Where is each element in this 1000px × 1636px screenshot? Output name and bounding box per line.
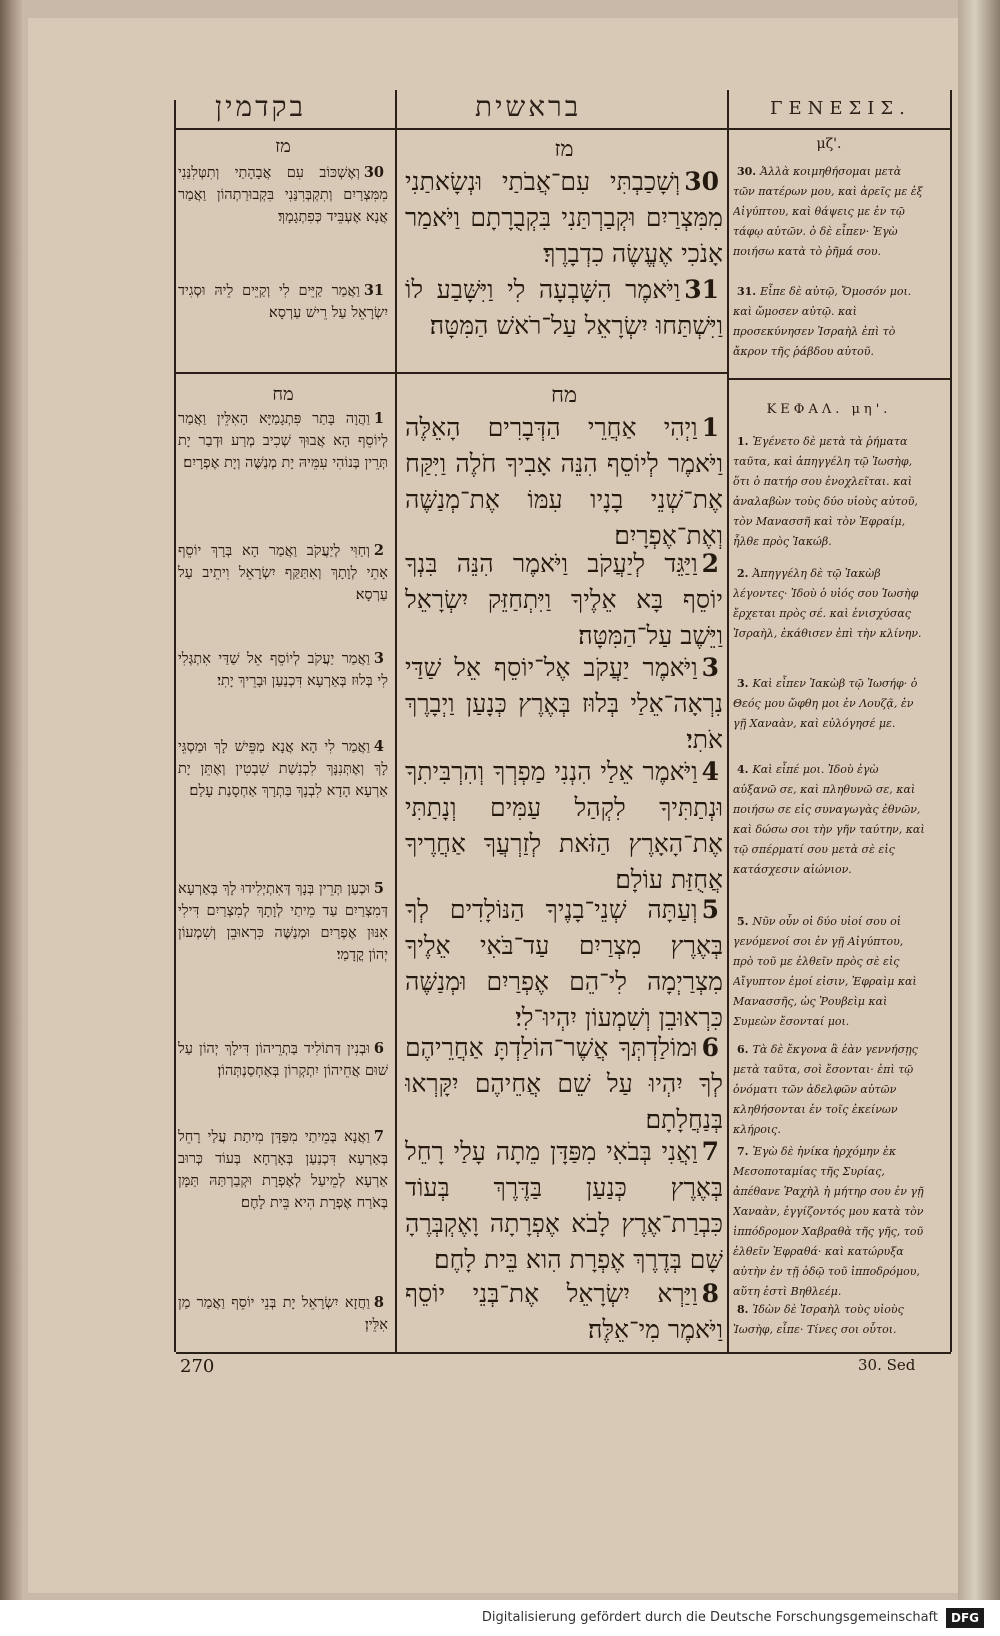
- hebrew-verse-8: 8וַיַּרְא יִשְׂרָאֵל אֶת־בְּנֵי יוֹסֵף וַיֹּאמֶר מִי־אֵלֶּה׃: [405, 1279, 723, 1344]
- hebrew-verse-4: 4וַיֹּאמֶר אֵלַי הִנְנִי מַפְרְךָ וְהִרְבִּיתִךָ וּנְתַתִּיךָ לִקְהַל עַמִּים וְנָתַתִּי אֶת־הָאָרֶץ הַזֹּאת לְזַרְעֲךָ אַחֲרֶיךָ אֲחֻזַּת עוֹלָם׃: [405, 757, 723, 894]
- chapter-number-targum-48: מח: [272, 384, 294, 405]
- book-edge: [958, 0, 1000, 1600]
- running-header: [175, 82, 965, 132]
- targum-column: [178, 132, 388, 1350]
- hebrew-title: בראשית: [475, 90, 582, 123]
- digitization-credit: Digitalisierung gefördert durch die Deutsche Forschungsgemeinschaft: [481, 1610, 938, 1625]
- chapter-number-greek-47: μζ'.: [816, 136, 842, 152]
- targum-title: בקדמין: [215, 90, 307, 123]
- catchword: 30. Sed: [858, 1356, 916, 1374]
- hebrew-verse-6: 6וּמוֹלַדְתְּךָ אֲשֶׁר־הוֹלַדְתָּ אַחֲרֵיהֶם לְךָ יִהְיוּ עַל שֵׁם אֲחֵיהֶם יִקָּרְאוּ בְּנַחֲלָתָם׃: [405, 1033, 723, 1134]
- targum-verse-5: 5וּכְעַן תְּרֵין בְּנָךְ דְּאִתְיְלִידוּ לָךְ בְּאַרְעָא דְּמִצְרַיִם עַד מֵיתַי לְוָתָךְ לְמִצְרַיִם דִּילִי אִנּוּן אֶפְרַיִם וּמְנַשֶּׁה כִּרְאוּבֵן וְשִׁמְעוֹן יְהוֹן קֳדָמַי׃: [178, 880, 388, 963]
- greek-verse-8: 8. Ἰδὼν δὲ Ἰσραὴλ τοὺς υἱοὺς Ἰωσὴφ, εἶπε· Τίνες σοι οὗτοι.: [733, 1303, 904, 1336]
- hebrew-verse-31: 31וַיֹּאמֶר הִשָּׁבְעָה לִי וַיִּשָּׁבַע לוֹ וַיִּשְׁתַּחוּ יִשְׂרָאֵל עַל־רֹאשׁ הַמִּטָּה׃: [405, 275, 723, 340]
- greek-verse-30: 30. Ἀλλὰ κοιμηθήσομαι μετὰ τῶν πατέρων μου, καὶ ἀρεῖς με ἐξ Αἰγύπτου, καὶ θάψεις με ἐν τῷ τάφῳ αὐτῶν. ὁ δὲ εἶπεν· Ἐγὼ ποιήσω κατὰ τὸ ῥῆμά σου.: [733, 165, 923, 258]
- targum-verse-6: 6וּבְנִין דְּתוֹלִיד בַּתְרֵיהוֹן דִּילָךְ יְהוֹן עַל שׁוּם אֲחֵיהוֹן יִתְקְרוֹן בְּאַחְסַנְתְּהוֹן׃: [178, 1040, 388, 1079]
- targum-verse-8: 8וַחֲזָא יִשְׂרָאֵל יָת בְּנֵי יוֹסֵף וַאֲמַר מַן אִלֵּין׃: [178, 1294, 388, 1333]
- hebrew-verse-2: 2וַיַּגֵּד לְיַעֲקֹב וַיֹּאמֶר הִנֵּה בִּנְךָ יוֹסֵף בָּא אֵלֶיךָ וַיִּתְחַזֵּק יִשְׂרָאֵל וַיֵּשֶׁב עַל־הַמִּטָּה׃: [405, 549, 723, 650]
- greek-verse-1: 1. Ἐγένετο δὲ μετὰ τὰ ῥήματα ταῦτα, καὶ ἀπηγγέλη τῷ Ἰωσὴφ, ὅτι ὁ πατήρ σου ἐνοχλεῖται. καὶ ἀναλαβὼν τοὺς δύο υἱοὺς αὐτοῦ, τὸν Μανασσῆ καὶ τὸν Ἐφραίμ, ἦλθε πρὸς Ἰακώβ.: [733, 435, 918, 548]
- digitization-banner: [0, 1600, 1000, 1636]
- footer-rule: [176, 1352, 951, 1354]
- hebrew-verse-7: 7וַאֲנִי בְּבֹאִי מִפַּדָּן מֵתָה עָלַי רָחֵל בְּאֶרֶץ כְּנַעַן בַּדֶּרֶךְ בְּעוֹד כִּבְרַת־אֶרֶץ לָבֹא אֶפְרָתָה וָאֶקְבְּרֶהָ שָּׁם בְּדֶרֶךְ אֶפְרָת הִוא בֵּית לָחֶם׃: [405, 1137, 723, 1274]
- chapter-number-hebrew-48: מח: [550, 383, 578, 408]
- chapter-number-hebrew-47: מז: [554, 137, 574, 162]
- targum-verse-3: 3וַאֲמַר יַעֲקֹב לְיוֹסֵף אֵל שַׁדַּי אִתְגְּלִי לִי בְּלוּז בְּאַרְעָא דִּכְנַעַן וּבָרֵיךְ יָתִי׃: [178, 650, 388, 689]
- chapter-number-targum-47: מז: [275, 136, 291, 157]
- hebrew-verse-3: 3וַיֹּאמֶר יַעֲקֹב אֶל־יוֹסֵף אֵל שַׁדַּי נִרְאָה־אֵלַי בְּלוּז בְּאֶרֶץ כְּנָעַן וַיְבָרֶךְ אֹתִי׃: [405, 653, 723, 754]
- greek-verse-7: 7. Ἐγὼ δὲ ἡνίκα ἠρχόμην ἐκ Μεσοποταμίας τῆς Συρίας, ἀπέθανε Ῥαχὴλ ἡ μήτηρ σου ἐν γῇ Χαναὰν, ἐγγίζοντός μου κατὰ τὸν ἱππόδρομον Χαβραθὰ τῆς γῆς, τοῦ ἐλθεῖν Ἐφραθά· καὶ κατώρυξα αὐτὴν ἐν τῇ ὁδῷ τοῦ ἱπποδρόμου, αὕτη ἐστὶ Βηθλεέμ.: [733, 1145, 924, 1298]
- dfg-logo: DFG: [946, 1608, 984, 1628]
- greek-verse-31: 31. Εἶπε δὲ αὐτῷ, Ὄμοσόν μοι. καὶ ὤμοσεν αὐτῷ. καὶ προσεκύνησεν Ἰσραὴλ ἐπὶ τὸ ἄκρον τῆς ῥάβδου αὐτοῦ.: [733, 285, 912, 358]
- greek-verse-2: 2. Ἀπηγγέλη δὲ τῷ Ἰακὼβ λέγοντες· Ἰδοὺ ὁ υἱός σου Ἰωσὴφ ἔρχεται πρὸς σέ. καὶ ἐνισχύσας Ἰσραὴλ, ἐκάθισεν ἐπὶ τὴν κλίνην.: [733, 567, 922, 640]
- targum-verse-30: 30וְאֶשְׁכּוֹב עִם אֲבָהָתַי וְתִטְּלִנַּנִי מִמִּצְרַיִם וְתִקְבְּרִנַּנִי בִּקְבוּרַתְהוֹן וַאֲמַר אֲנָא אֶעְבֵּיד כְּפִתְגָמָךְ׃: [178, 164, 388, 225]
- greek-chapter-heading: ΚΕΦΑΛ. μη'.: [766, 402, 892, 417]
- targum-verse-1: 1וַהֲוָה בָּתַר פִּתְגָמַיָּא הָאִלֵּין וַאֲמַר לְיוֹסֵף הָא אֲבוּךְ שְׁכִיב מְרַע וּדְבַר יָת תְּרֵין בְּנוֹהִי עִמֵּיהּ יָת מְנַשֶּׁה וְיָת אֶפְרָיִם׃: [178, 410, 388, 471]
- column-rule-right: [727, 90, 729, 1352]
- hebrew-verse-30: 30וְשָׁכַבְתִּי עִם־אֲבֹתַי וּנְשָׂאתַנִי מִמִּצְרַיִם וּקְבַרְתַּנִי בִּקְבֻרָתָם וַיֹּאמַר אָנֹכִי אֶעֱשֶׂה כִדְבָרֶךָ׃: [405, 167, 723, 268]
- targum-verse-31: 31וַאֲמַר קַיֵּים לִי וְקַיֵּים לֵיהּ וּסְגִיד יִשְׂרָאֵל עַל רֵישׁ עַרְסָא׃: [178, 282, 388, 321]
- page-left-rule: [174, 100, 176, 1352]
- greek-verse-4: 4. Καὶ εἶπέ μοι. Ἰδοὺ ἐγὼ αὐξανῶ σε, καὶ πληθυνῶ σε, καὶ ποιήσω σε εἰς συναγωγὰς ἐθνῶν, καὶ δώσω σοι τὴν γῆν ταύτην, καὶ τῷ σπέρματί σου μετὰ σὲ εἰς κατάσχεσιν αἰώνιον.: [733, 763, 925, 876]
- greek-verse-5: 5. Νῦν οὖν οἱ δύο υἱοί σου οἱ γενόμενοί σοι ἐν γῇ Αἰγύπτου, πρὸ τοῦ με ἐλθεῖν πρὸς σὲ εἰς Αἴγυπτον ἐμοί εἰσιν, Ἐφραὶμ καὶ Μανασσῆς, ὡς Ῥουβεὶμ καὶ Συμεὼν ἔσονταί μοι.: [733, 915, 917, 1028]
- hebrew-column: [405, 132, 723, 1350]
- greek-verse-3: 3. Καὶ εἶπεν Ἰακὼβ τῷ Ἰωσήφ· ὁ Θεός μου ὤφθη μοι ἐν Λουζᾷ, ἐν γῇ Χαναὰν, καὶ εὐλόγησέ με.: [733, 677, 918, 730]
- hebrew-verse-5: 5וְעַתָּה שְׁנֵי־בָנֶיךָ הַנּוֹלָדִים לְךָ בְּאֶרֶץ מִצְרַיִם עַד־בֹּאִי אֵלֶיךָ מִצְרַיְמָה לִי־הֵם אֶפְרַיִם וּמְנַשֶּׁה כִּרְאוּבֵן וְשִׁמְעוֹן יִהְיוּ־לִי׃: [405, 895, 723, 1032]
- column-rule-left: [395, 90, 397, 1352]
- greek-verse-6: 6. Τὰ δὲ ἔκγονα ἃ ἐὰν γεννήσῃς μετὰ ταῦτα, σοὶ ἔσονται· ἐπὶ τῷ ὀνόματι τῶν ἀδελφῶν αὐτῶν κληθήσονται ἐν τοῖς ἐκείνων κλήροις.: [733, 1043, 918, 1136]
- targum-verse-7: 7וַאֲנָא בְּמֵיתַי מִפַּדָּן מִיתַת עֲלַי רָחֵל בְּאַרְעָא דִּכְנַעַן בְּאָרְחָא בְּעוֹד כְּרוּב אַרְעָא לְמֵיעַל לְאֶפְרָת וּקְבַרְתַּהּ תַּמָּן בְּאֹרַח אֶפְרָת הִיא בֵּית לָחֶם׃: [178, 1128, 388, 1211]
- hebrew-verse-1: 1וַיְהִי אַחֲרֵי הַדְּבָרִים הָאֵלֶּה וַיֹּאמֶר לְיוֹסֵף הִנֵּה אָבִיךָ חֹלֶה וַיִּקַּח אֶת־שְׁנֵי בָנָיו עִמּוֹ אֶת־מְנַשֶּׁה וְאֶת־אֶפְרָיִם׃: [405, 413, 723, 550]
- book-gutter: [0, 0, 22, 1600]
- targum-verse-4: 4וַאֲמַר לִי הָא אֲנָא מַפֵּישׁ לָךְ וּמַסְגֵּי לָךְ וְאֶתְּנִנָּךְ לִכְנִשַׁת שִׁבְטִין וְאֶתֵּן יָת אַרְעָא הָדָא לִבְנָךְ בַּתְרָךְ אַחְסָנַת עָלַם׃: [178, 738, 388, 799]
- page-right-rule: [950, 90, 952, 1352]
- greek-title: ΓΕΝΕΣΙΣ.: [770, 98, 911, 119]
- targum-verse-2: 2וְחַוִּי לְיַעֲקֹב וַאֲמַר הָא בְּרָךְ יוֹסֵף אָתֵי לְוָתָךְ וְאִתַּקַּף יִשְׂרָאֵל וִיתֵיב עַל עַרְסָא׃: [178, 542, 388, 603]
- page-number: 270: [180, 1356, 215, 1377]
- header-rule: [176, 128, 951, 130]
- greek-column: [733, 132, 925, 1350]
